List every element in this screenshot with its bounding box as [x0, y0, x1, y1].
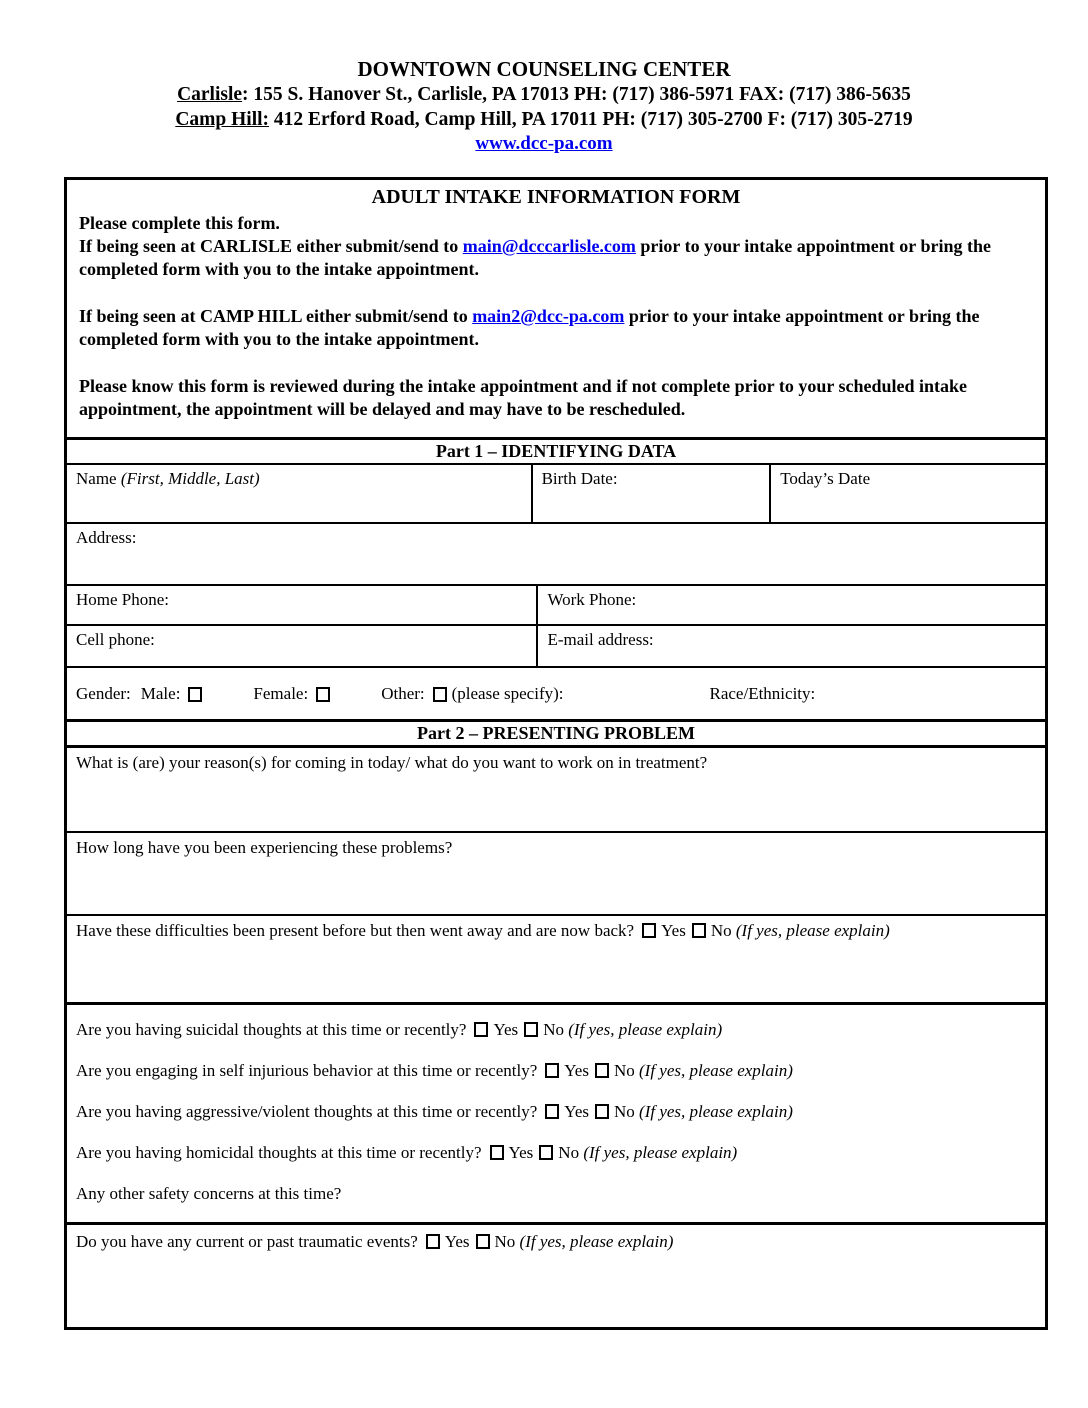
aggressive-question-label: Are you having aggressive/violent thoughts at this time or recently? [76, 1102, 538, 1121]
website-link[interactable]: www.dcc-pa.com [475, 133, 613, 154]
carlisle-address-line [0, 82, 1088, 107]
explain-hint: (If yes, please explain) [639, 1102, 793, 1121]
yes-label: Yes [564, 1061, 589, 1080]
phones-row [67, 584, 1045, 624]
home-phone-label: Home Phone: [76, 590, 170, 609]
recurrence-yes-checkbox[interactable] [642, 923, 656, 938]
no-label: No [614, 1102, 635, 1121]
instruction-note: Please know this form is reviewed during the intake appointment and if not complete prior to your scheduled intake appointment, the appointment will be delayed and may have to be rescheduled. [79, 376, 968, 419]
camphill-label: Camp Hill: [175, 109, 270, 130]
todays-date-field[interactable] [769, 465, 1045, 522]
carlisle-instruction-post: prior to your intake appointment or bring the completed form with you to the intake appointment. [79, 236, 991, 279]
carlisle-email-link[interactable]: main@dcccarlisle.com [462, 236, 636, 256]
gender-label: Gender: [76, 683, 131, 703]
email-label: E-mail address: [547, 630, 654, 649]
form-title: ADULT INTAKE INFORMATION FORM [371, 186, 741, 208]
carlisle-instruction-pre: If being seen at CARLISLE either submit/send to [79, 236, 463, 256]
birth-date-field[interactable] [531, 465, 770, 522]
female-checkbox[interactable] [316, 687, 330, 702]
email-field[interactable] [536, 626, 1045, 666]
instruction-camphill [79, 305, 1033, 351]
birth-date-label: Birth Date: [541, 469, 618, 488]
homicidal-question-row [76, 1132, 1036, 1173]
website-line [0, 132, 1088, 156]
suicidal-yes-checkbox[interactable] [474, 1022, 488, 1037]
camphill-instruction-post: prior to your intake appointment or bring the completed form with you to the intake appointment. [79, 306, 980, 349]
duration-question-label: How long have you been experiencing these problems? [76, 838, 453, 857]
suicidal-no-checkbox[interactable] [524, 1022, 538, 1037]
no-label: No [543, 1020, 564, 1039]
cell-phone-label: Cell phone: [76, 630, 155, 649]
self-injury-question-label: Are you engaging in self injurious behavior at this time or recently? [76, 1061, 538, 1080]
yes-label: Yes [661, 921, 686, 940]
camphill-email-link[interactable]: main2@dcc-pa.com [472, 306, 625, 326]
instruction-complete: Please complete this form. [79, 213, 280, 233]
safety-questions-block [67, 1002, 1045, 1222]
self-injury-yes-checkbox[interactable] [545, 1063, 559, 1078]
todays-date-label: Today’s Date [780, 469, 871, 488]
explain-hint: (If yes, please explain) [735, 921, 890, 940]
aggressive-question-row [76, 1091, 1036, 1132]
yes-label: Yes [564, 1102, 589, 1121]
name-field[interactable] [67, 465, 531, 522]
race-ethnicity-field[interactable]: Race/Ethnicity: [709, 683, 816, 703]
part2-header: Part 2 – PRESENTING PROBLEM [67, 719, 1045, 748]
duration-question-field[interactable] [67, 831, 1045, 914]
other-label: Other: [381, 683, 425, 703]
self-injury-no-checkbox[interactable] [595, 1063, 609, 1078]
explain-hint: (If yes, please explain) [639, 1061, 793, 1080]
camphill-address-line [0, 107, 1088, 132]
trauma-yes-checkbox[interactable] [426, 1234, 440, 1249]
reason-question-label: What is (are) your reason(s) for coming in today/ what do you want to work on in treatment? [76, 753, 708, 772]
instruction-carlisle [79, 235, 1033, 281]
suicidal-question-row [76, 1009, 1036, 1050]
recurrence-question-label: Have these difficulties been present before but then went away and are now back? [76, 921, 635, 940]
aggressive-yes-checkbox[interactable] [545, 1104, 559, 1119]
no-label: No [494, 1232, 516, 1251]
no-label: No [558, 1143, 580, 1162]
explain-hint: (If yes, please explain) [568, 1020, 723, 1039]
identity-row [67, 465, 1045, 522]
other-safety-question-label: Any other safety concerns at this time? [76, 1184, 342, 1203]
address-label: Address: [76, 528, 137, 547]
suicidal-question-label: Are you having suicidal thoughts at this time or recently? [76, 1020, 467, 1039]
other-safety-question-row[interactable] [76, 1173, 1036, 1214]
female-label: Female: [253, 683, 309, 703]
recurrence-no-checkbox[interactable] [692, 923, 706, 938]
no-label: No [710, 921, 732, 940]
trauma-question-field[interactable] [67, 1222, 1045, 1327]
work-phone-field[interactable] [536, 586, 1045, 624]
male-checkbox[interactable] [188, 687, 202, 702]
trauma-question-label: Do you have any current or past traumatic events? [76, 1232, 418, 1251]
explain-hint: (If yes, please explain) [583, 1143, 738, 1162]
camphill-instruction-pre: If being seen at CAMP HILL either submit/send to [79, 306, 473, 326]
homicidal-no-checkbox[interactable] [539, 1145, 553, 1160]
document-header [0, 0, 1088, 156]
recurrence-question-field[interactable] [67, 914, 1045, 1002]
homicidal-question-label: Are you having homicidal thoughts at this time or recently? [76, 1143, 482, 1162]
name-label: Name [76, 469, 117, 488]
aggressive-no-checkbox[interactable] [595, 1104, 609, 1119]
explain-hint: (If yes, please explain) [519, 1232, 674, 1251]
self-injury-question-row [76, 1050, 1036, 1091]
yes-label: Yes [493, 1020, 519, 1039]
male-label: Male: [140, 683, 181, 703]
form-instructions [67, 210, 1045, 421]
other-checkbox[interactable] [433, 687, 447, 702]
part1-header: Part 1 – IDENTIFYING DATA [67, 437, 1045, 465]
trauma-no-checkbox[interactable] [476, 1234, 490, 1249]
intake-form [64, 177, 1048, 1330]
address-field[interactable] [67, 522, 1045, 584]
yes-label: Yes [444, 1232, 470, 1251]
name-hint: (First, Middle, Last) [120, 469, 260, 488]
other-specify-label: (please specify): [451, 683, 564, 703]
reason-question-field[interactable] [67, 748, 1045, 831]
yes-label: Yes [508, 1143, 534, 1162]
cell-phone-field[interactable] [67, 626, 536, 666]
gender-race-row [67, 666, 1045, 719]
home-phone-field[interactable] [67, 586, 536, 624]
work-phone-label: Work Phone: [547, 590, 637, 609]
no-label: No [613, 1061, 635, 1080]
carlisle-label: Carlisle [177, 84, 243, 105]
cell-email-row [67, 624, 1045, 666]
camphill-info: 412 Erford Road, Camp Hill, PA 17011 PH: (717) 305-2700 F: (717) 305-2719 [269, 109, 913, 130]
carlisle-info: : 155 S. Hanover St., Carlisle, PA 17013 PH: (717) 386-5971 FAX: (717) 386-5635 [242, 84, 911, 105]
homicidal-yes-checkbox[interactable] [490, 1145, 504, 1160]
org-name: DOWNTOWN COUNSELING CENTER [357, 57, 731, 81]
